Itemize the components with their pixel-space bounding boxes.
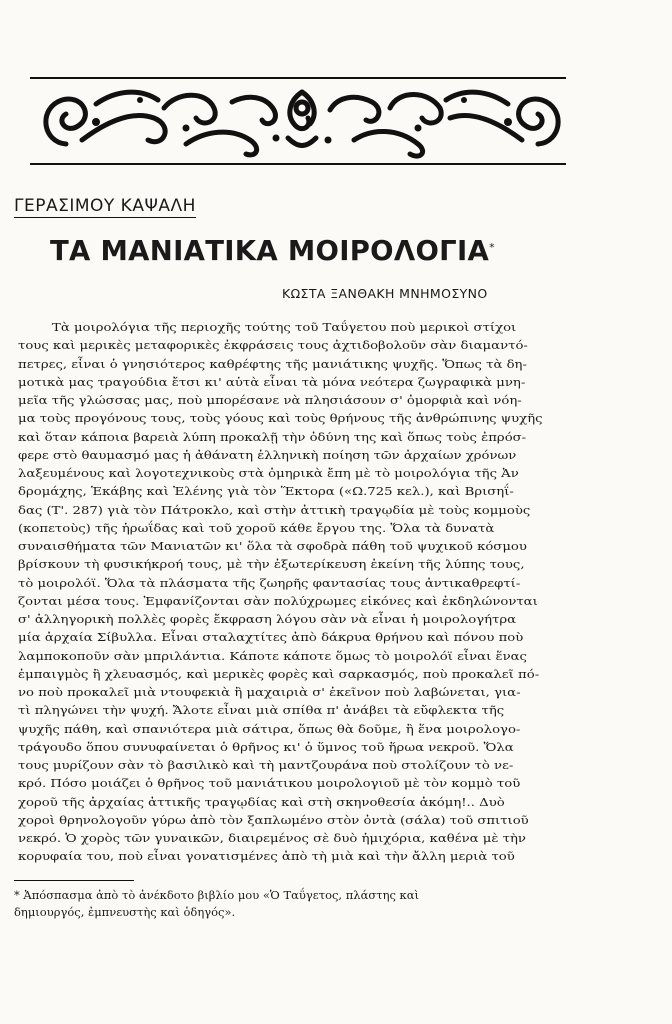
footnote-line: * Ἀπόσπασμα ἀπὸ τὸ ἀνέκδοτο βιβλίο μου «Ὁ Ταΰγετος, πλάστης καὶ: [14, 888, 420, 902]
top-rule: [30, 77, 566, 79]
body-line: βρίσκουν τὴ φυσικήκροή τους, μὲ τὴν ἐξωτερίκευση ἐκείνη τῆς λύπης τους,: [18, 557, 525, 572]
body-line: Τὰ μοιρολόγια τῆς περιοχῆς τούτης τοῦ Ταΰγετου ποὺ μερικοὶ στίχοι: [52, 320, 517, 334]
body-line: δας (Τ'. 287) γιὰ τὸν Πάτροκλο, καὶ στὴν ἀττικὴ τραγῳδία μὲ τοὺς κομμοὺς: [18, 502, 531, 517]
body-line: ψυχῆς πάθη, καὶ σπανιότερα μιὰ σάτιρα, ὅπως θὰ δοῦμε, ἢ ἕνα μοιρολογο-: [18, 721, 521, 736]
body-line: νο ποὺ προκαλεῖ μιὰ ντουφεκιὰ ἢ μαχαιριὰ σ' ἐκεῖνον ποὺ λαβώνεται, για-: [18, 685, 521, 699]
body-line: ἐμπαιγμὸς ἢ χλευασμός, καὶ μερικὲς φορὲς καὶ σαρκασμός, ποὺ προκαλεῖ πό-: [18, 666, 540, 681]
body-line: χοροῦ τῆς ἀρχαίας ἀττικῆς τραγῳδίας καὶ στὴ σκηνοθεσία ἀκόμη!.. Δυὸ: [18, 794, 505, 809]
body-line: σ' ἀλληγορικὴ πολλὲς φορὲς ἔκφραση λόγου σὰν νὰ εἶναι ἡ μοιρολογήτρα: [18, 612, 517, 626]
footnote: [14, 887, 574, 921]
footnote-rule: [14, 880, 134, 881]
body-line: χοροὶ θρηνολογοῦν γύρω ἀπὸ τὸν ξαπλωμένο στὸν ὀντὰ (σάλα) τοῦ σπιτιοῦ: [18, 812, 529, 827]
decorative-scroll-ornament: [36, 82, 568, 160]
body-line: (κοπετοὺς) τῆς ἡρωΐδας καὶ τοῦ χοροῦ κάθε ἔργου της. Ὅλα τὰ δυνατὰ: [18, 520, 495, 535]
body-line: μα τοὺς προγόνους τους, τοὺς γόους καὶ τοὺς θρήνους τῆς ἀνθρώπινης ψυχῆς: [18, 411, 543, 426]
body-line: νεκρό. Ὁ χορὸς τῶν γυναικῶν, διαιρεμένος σὲ δυὸ ἡμιχόρια, καθένα μὲ τὴν: [18, 831, 526, 845]
body-line: τὸ μοιρολόϊ. Ὅλα τὰ πλάσματα τῆς ζωηρῆς φαντασίας τους ἀντικαθρεφτί-: [18, 575, 521, 590]
body-line: τράγουδο ὅπου συνυφαίνεται ὁ θρῆνος κι' ὁ ὕμνος τοῦ ἥρωα νεκροῦ. Ὅλα: [18, 739, 514, 754]
footnote-line: δημιουργός, ἐμπνευστὴς καὶ ὁδηγός».: [14, 905, 236, 919]
body-line: συναισθήματα τῶν Μανιατῶν κι' ὅλα τὰ σφοδρὰ πάθη τοῦ ψυχικοῦ κόσμου: [18, 539, 527, 553]
body-line: λαμποκοποῦν σὰν μπριλάντια. Κάποτε κάποτε ὅμως τὸ μοιρολόϊ εἶναι ἕνας: [18, 648, 527, 663]
body-line: δρομάχης, Ἑκάβης καὶ Ἑλένης γιὰ τὸν Ἕκτορα («Ω.725 κελ.), καὶ Βρισηΐ-: [18, 484, 514, 499]
dedication-line: ΚΩΣΤΑ ΞΑΝΘΑΚΗ ΜΝΗΜΟΣΥΝΟ: [282, 286, 488, 301]
author-name: ΓΕΡΑΣΙΜΟΥ ΚΑΨΑΛΗ: [14, 196, 196, 216]
body-text: [18, 318, 570, 866]
body-line: πετρες, εἶναι ὁ γνησιότερος καθρέφτης τῆς μανιάτικης ψυχῆς. Ὅπως τὰ δη-: [18, 356, 527, 371]
body-line: τους καὶ μερικὲς μεταφορικὲς ἐκφράσεις τους ἀχτιδοβολοῦν σὰν διαμαντό-: [18, 338, 528, 353]
body-line: μία ἀρχαία Σίβυλλα. Εἶναι σταλαχτίτες ἀπὸ δάκρυα θρήνου καὶ πόνου ποὺ: [18, 630, 524, 645]
title-footnote-mark: *: [489, 241, 495, 254]
body-line: κρό. Πόσο μοιάζει ὁ θρῆνος τοῦ μανιάτικου μοιρολογιοῦ μὲ τὸν κομμὸ τοῦ: [18, 776, 521, 791]
body-line: μοτικὰ μας τραγούδια ἔτσι κι' αὐτὰ εἶναι τὰ μόνα νεότερα ζωγραφικὰ μνη-: [18, 374, 526, 389]
body-line: τὶ πληγώνει τὴν ψυχή. Ἄλοτε εἶναι μιὰ σπίθα π' ἀνάβει τὰ εὔφλεκτα τῆς: [18, 703, 505, 718]
body-line: ζονται μέσα τους. Ἐμφανίζονται σὰν πολύχρωμες εἰκόνες καὶ ἐκδηλώνονται: [18, 593, 538, 608]
body-line: φερε στὸ θαυμασμό μας ἡ ἀθάνατη ἑλληνικὴ ποίηση τῶν ἀρχαίων χρόνων: [18, 447, 517, 462]
body-line: λαξευμένους καὶ λογοτεχνικοὺς στὰ ὁμηρικὰ ἔπη μὲ τὸ μοιρολόγια τῆς Ἀν: [18, 466, 519, 480]
body-line: μεῖα τῆς γλώσσας μας, ποὺ μπορέσανε νὰ πλησιάσουν σ' ὀμορφιὰ καὶ νόη-: [18, 393, 522, 407]
bottom-rule: [30, 163, 566, 165]
body-line: τους μυρίζουν σὰν τὸ βασιλικὸ καὶ τὴ μαντζουράνα ποὺ στολίζουν τὸ νε-: [18, 758, 514, 772]
article-title: [50, 234, 495, 268]
body-line: καὶ ὅταν κάποια βαρειὰ λύπη προκαλῇ τὴν ὀδύνη της καὶ ὅπως τοὺς ἐπρόσ-: [18, 429, 527, 444]
body-line: κορυφαία του, ποὺ εἶναι γονατισμένες ἀπὸ τὴ μιὰ καὶ τὴν ἄλλη μεριὰ τοῦ: [18, 849, 515, 864]
title-text: ΤΑ ΜΑΝΙΑΤΙΚΑ ΜΟΙΡΟΛΟΓΙΑ: [50, 235, 490, 267]
